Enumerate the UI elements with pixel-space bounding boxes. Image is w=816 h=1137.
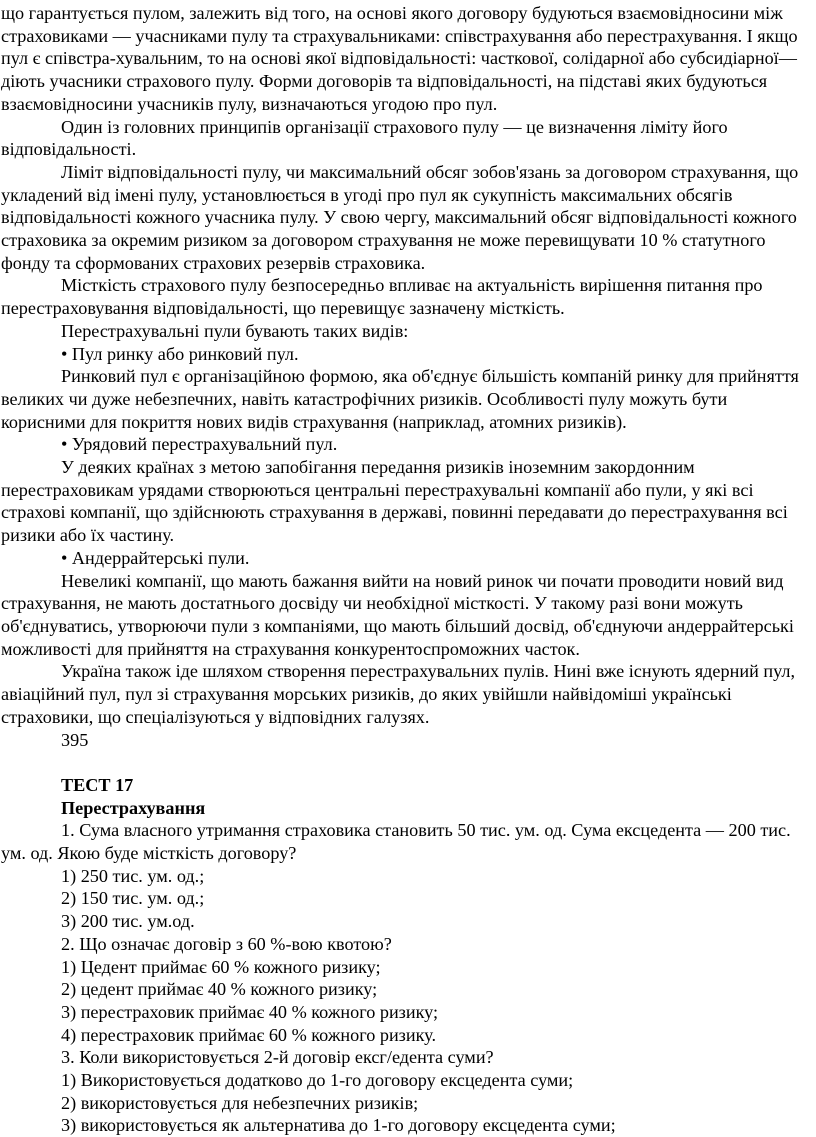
test-question: 3. Коли використовується 2-й договір ексг/едента суми?: [61, 1047, 494, 1068]
test-option: 3) перестраховик приймає 40 % кожного ризику;: [61, 1001, 439, 1022]
test-option: 2) цедент приймає 40 % кожного ризику;: [61, 979, 378, 1000]
test-question: 2. Що означає договір з 60 %-вою квотою?: [61, 933, 392, 954]
bullet-item: • Пул ринку або ринковий пул.: [61, 343, 299, 364]
body-paragraph: У деяких країнах з метою запобігання передання ризиків іноземним закордонним перестраховикам урядами створюються центральні перестрахувальні компанії або пули, у які всі страхові компанії, що здійснюють страхування в державі, повинні передавати до перестрахування всі ризики або їх частину.: [1, 457, 788, 546]
body-paragraph: Ліміт відповідальності пулу, чи максимальний обсяг зобов'язань за договором страхування, що укладений від імені пулу, установлюється в угоді про пул як сукупність максимальних обсягів відповідальності кожного учасника пулу. У свою чергу, максимальний обсяг відповідальності кожного страховика за окремим ризиком за договором страхування не може перевищувати 10 % статутного фонду та сформованих страхових резервів страховика.: [1, 161, 799, 273]
body-paragraph: Невеликі компанії, що мають бажання вийти на новий ринок чи почати проводити новий вид страхування, не мають достатнього досвіду чи необхідної місткості. У такому разі вони можуть об'єднуватись, утворюючи пули з компаніями, що мають більший досвід, об'єднуючи андеррайтерські можливості для прийняття на страхування конкурентоспроможних часток.: [1, 570, 794, 659]
body-paragraph: Перестрахувальні пули бувають таких видів:: [61, 320, 409, 341]
test-option: 1) Використовується додатково до 1-го договору ексцедента суми;: [61, 1070, 574, 1091]
bullet-item: • Урядовий перестрахувальний пул.: [61, 434, 338, 455]
body-paragraph: Ринковий пул є організаційною формою, яка об'єднує більшість компаній ринку для прийняття великих чи дуже небезпечних, навіть катастрофічних ризиків. Особливості пулу можуть бути корисними для покриття нових видів страхування (наприклад, атомних ризиків).: [1, 366, 799, 432]
test-option: 3) використовується як альтернатива до 1-го договору ексцедента суми;: [61, 1115, 616, 1136]
test-question: 1. Сума власного утримання страховика становить 50 тис. ум. од. Сума ексцедента — 200 тис. ум. од. Якою буде місткість договору?: [1, 820, 791, 863]
test-option: 1) 250 тис. ум. од.;: [61, 865, 205, 886]
page-number: 395: [61, 729, 89, 750]
bullet-item: • Андеррайтерські пули.: [61, 547, 250, 568]
test-option: 1) Цедент приймає 60 % кожного ризику;: [61, 956, 381, 977]
spacer: [1, 751, 812, 774]
body-paragraph: Місткість страхового пулу безпосередньо впливає на актуальність вирішення питання про перестраховування відповідальності, що перевищує зазначену місткість.: [1, 275, 763, 319]
test-option: 3) 200 тис. ум.од.: [61, 911, 195, 932]
body-paragraph: що гарантується пулом, залежить від того, на основі якого договору будуються взаємовідносини між страховиками — учасниками пулу та страхувальниками: співстрахування або перестрахування. І якщо пул є співстра-хувальним, то на основі якої відповідальності: часткової, солідарної або субсидіарної—діють учасники страхового пулу. Форми договорів та відповідальності, на підставі яких будуються взаємовідносини учасників пулу, визначаються угодою про пул.: [1, 3, 798, 114]
test-subtitle: Перестрахування: [61, 797, 206, 818]
body-paragraph: Україна також іде шляхом створення перестрахувальних пулів. Нині вже існують ядерний пул, авіаційний пул, пул зі страхування морських ризиків, до яких увійшли найвідоміші українські страховики, що спеціалізуються у відповідних галузях.: [1, 661, 795, 727]
body-paragraph: Один із головних принципів організації страхового пулу — це визначення ліміту його відповідальності.: [1, 116, 728, 160]
test-option: 2) 150 тис. ум. од.;: [61, 888, 205, 909]
test-title: ТЕСТ 17: [61, 774, 134, 795]
test-option: 2) використовується для небезпечних ризиків;: [61, 1092, 419, 1113]
test-option: 4) перестраховик приймає 60 % кожного ризику.: [61, 1024, 436, 1045]
